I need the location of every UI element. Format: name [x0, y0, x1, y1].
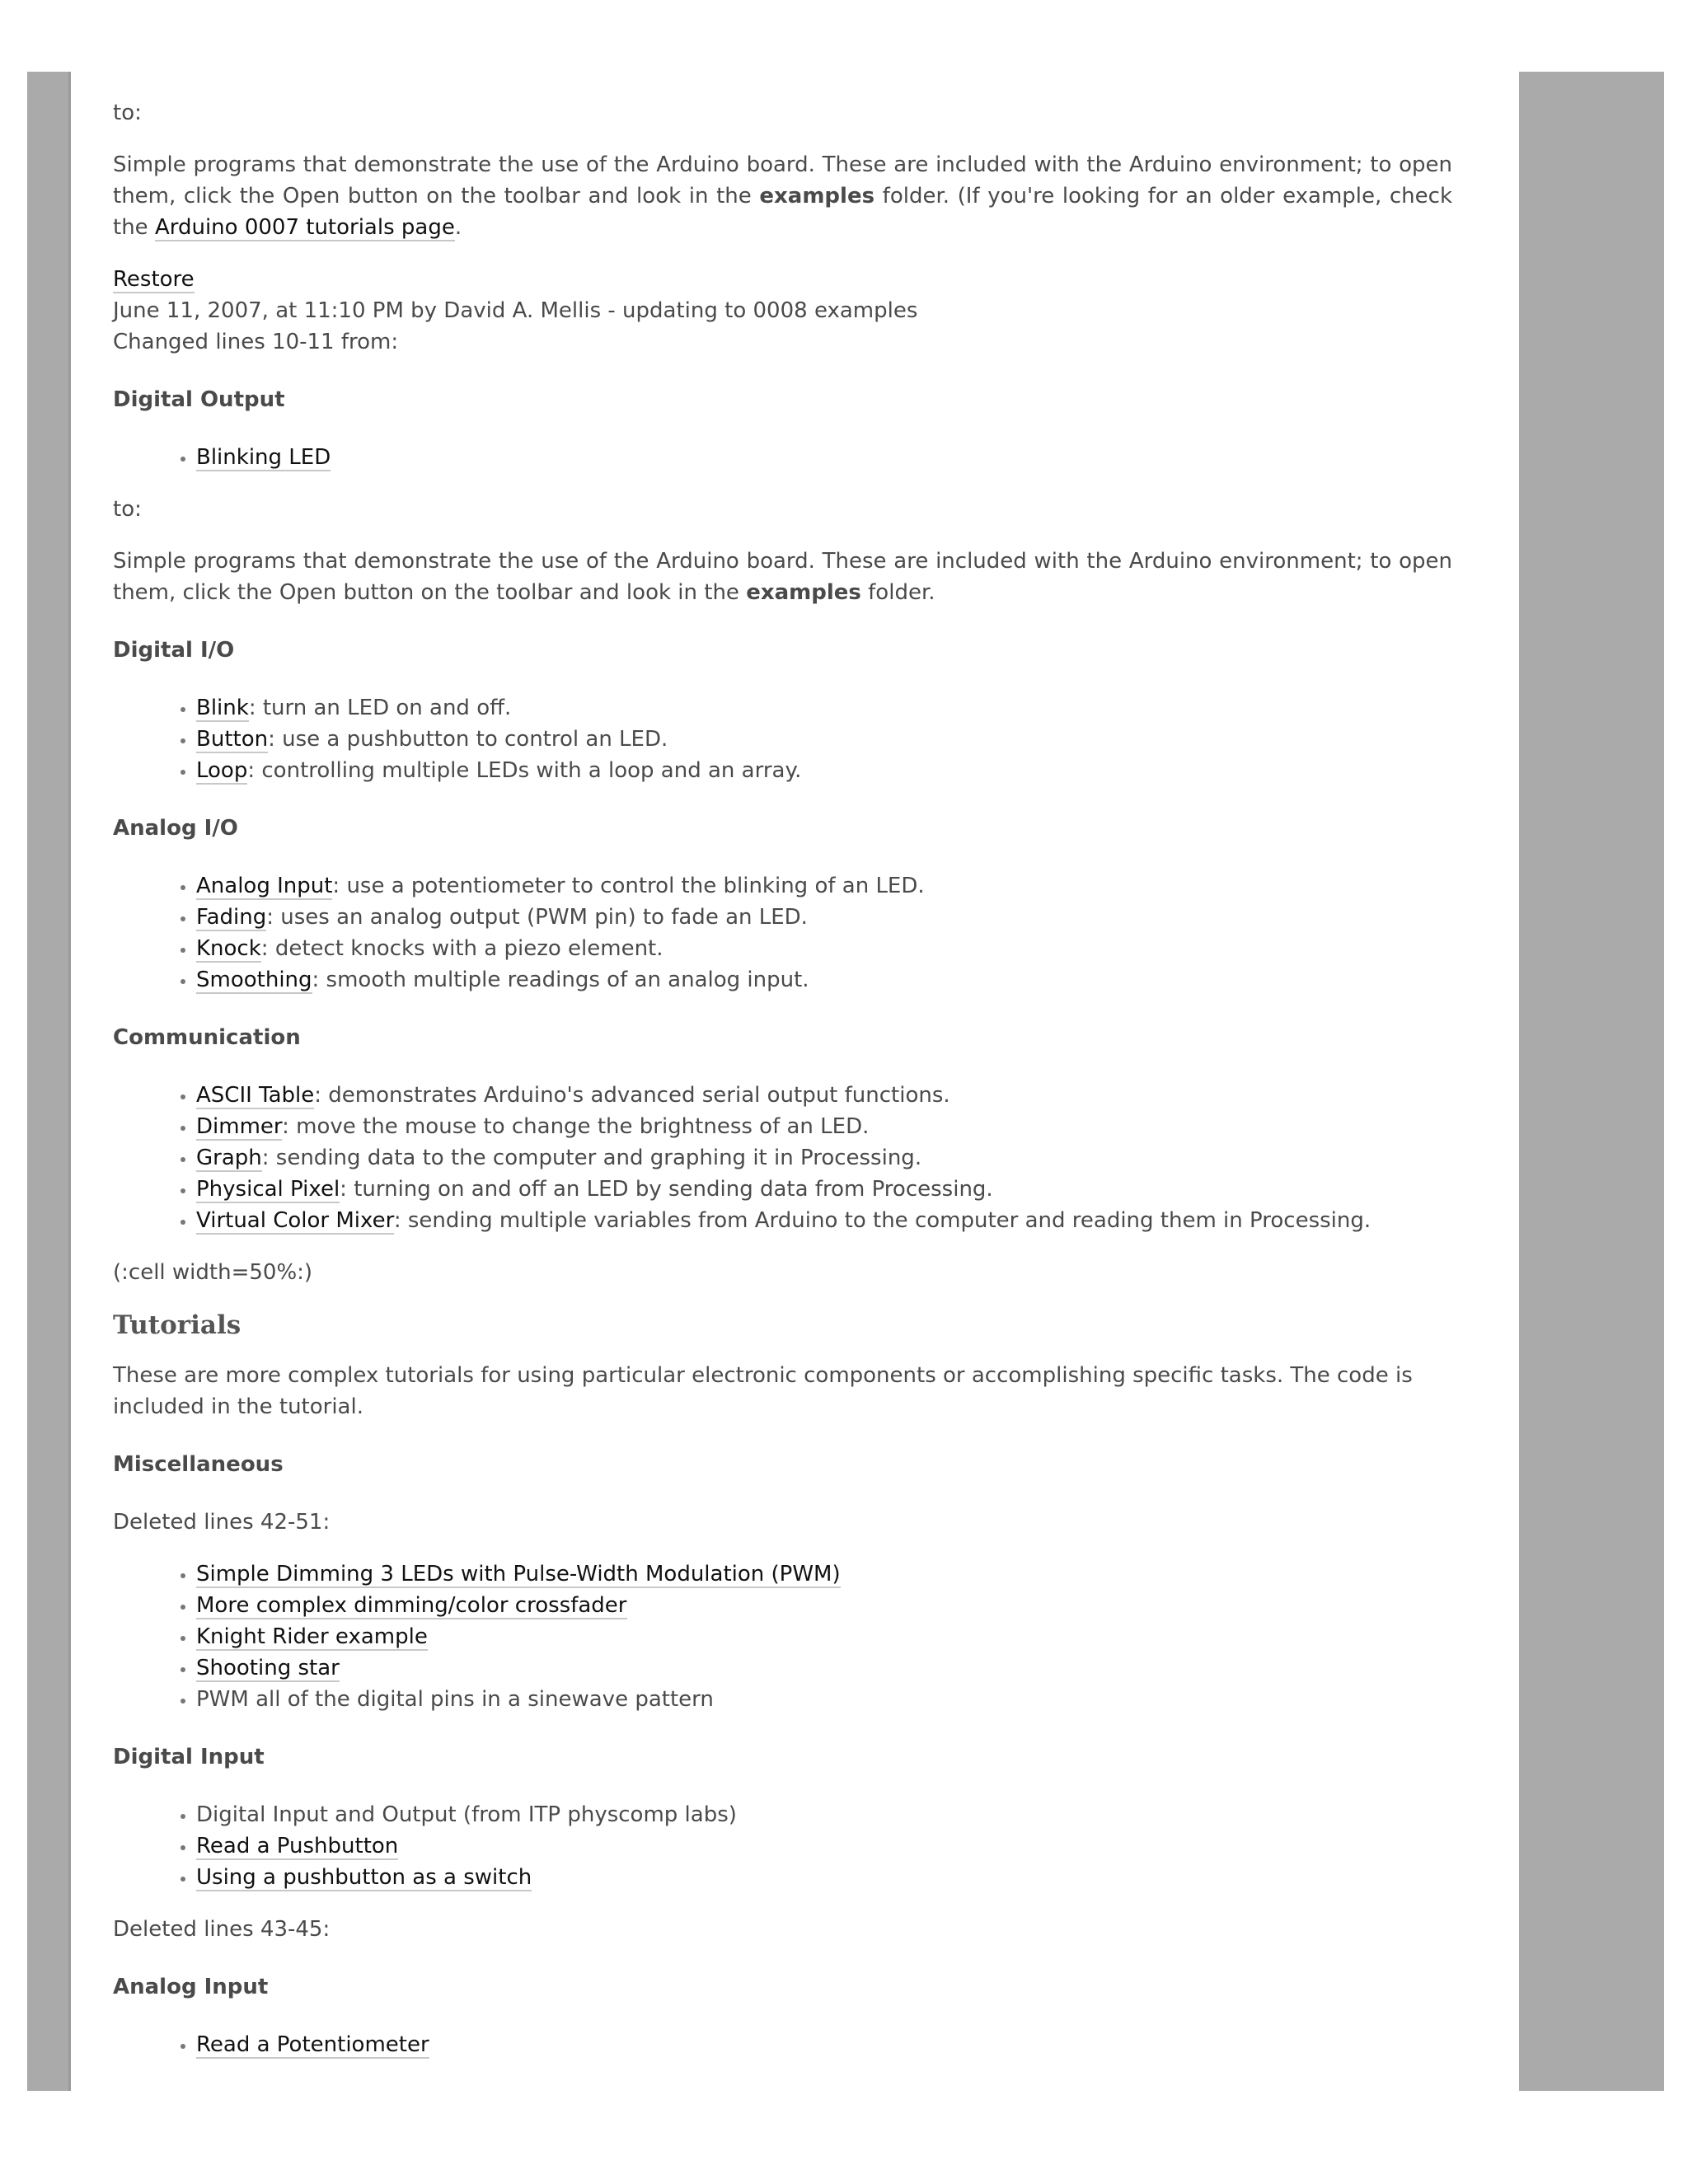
- analog-input-link[interactable]: Analog Input: [196, 874, 333, 898]
- list-item: • Knock: detect knocks with a piezo element.: [196, 933, 1452, 964]
- physical-pixel-link[interactable]: Physical Pixel: [196, 1177, 340, 1202]
- read-pushbutton-link[interactable]: Read a Pushbutton: [196, 1834, 399, 1858]
- list-item: • Graph: sending data to the computer and graphing it in Processing.: [196, 1142, 1452, 1174]
- intro-paragraph-old: Simple programs that demonstrate the use of the Arduino board. These are included with the Arduino environment; to open them, click the Open button on the toolbar and look in the examples folder.: [113, 549, 1452, 605]
- button-link[interactable]: Button: [196, 727, 269, 752]
- blink-link[interactable]: Blink: [196, 696, 249, 720]
- digital-output-list: [113, 442, 1452, 473]
- pwm-list: [113, 1558, 1452, 1715]
- deleted-lines-label: Deleted lines 43-45:: [113, 1917, 331, 1942]
- knight-rider-link[interactable]: Knight Rider example: [196, 1624, 428, 1649]
- dimmer-link[interactable]: Dimmer: [196, 1114, 283, 1139]
- revision-info: June 11, 2007, at 11:10 PM by David A. Mellis - updating to 0008 examples: [113, 298, 918, 323]
- list-item: [196, 1558, 1452, 1590]
- communication-list: [113, 1080, 1452, 1236]
- simple-dimming-link[interactable]: Simple Dimming 3 LEDs with Pulse-Width Modulation (PWM): [196, 1562, 841, 1586]
- list-item: • ASCII Table: demonstrates Arduino's advanced serial output functions.: [196, 1080, 1452, 1111]
- list-item: • Loop: controlling multiple LEDs with a loop and an array.: [196, 755, 1452, 786]
- to-label: to:: [113, 101, 142, 125]
- list-item: [196, 1652, 1452, 1684]
- ascii-table-link[interactable]: ASCII Table: [196, 1083, 315, 1108]
- list-item: • Physical Pixel: turning on and off an LED by sending data from Processing.: [196, 1174, 1452, 1205]
- list-item: • Blink: turn an LED on and off.: [196, 692, 1452, 724]
- to-label: to:: [113, 497, 142, 522]
- list-item: • Analog Input: use a potentiometer to control the blinking of an LED.: [196, 870, 1452, 902]
- list-item: [196, 1862, 1452, 1893]
- examples-bold: examples: [759, 184, 875, 209]
- intro-paragraph-new: Simple programs that demonstrate the use of the Arduino board. These are included with the Arduino environment; to open them, click the Open button on the toolbar and look in the examples folder. (If you're looking for an older example, check the Arduino 0007 tutorials page.: [113, 152, 1452, 240]
- analog-io-list: [113, 870, 1452, 996]
- knock-link[interactable]: Knock: [196, 936, 261, 961]
- analog-input-heading: Analog Input: [113, 1975, 269, 1999]
- list-item: • Digital Input and Output (from ITP physcomp labs): [196, 1799, 1452, 1830]
- digital-input-heading: Digital Input: [113, 1745, 265, 1769]
- digital-io-heading: Digital I/O: [113, 638, 235, 663]
- analog-input-list: [113, 2029, 1452, 2060]
- list-item: • Dimmer: move the mouse to change the brightness of an LED.: [196, 1111, 1452, 1142]
- deleted-lines-label: Deleted lines 42-51:: [113, 1510, 331, 1535]
- list-item: • Smoothing: smooth multiple readings of an analog input.: [196, 964, 1452, 996]
- left-sidebar-bar: [27, 72, 71, 2091]
- tutorials-intro: These are more complex tutorials for using particular electronic components or accomplishing specific tasks. The code is included in the tutorial.: [113, 1363, 1413, 1419]
- list-item: [196, 1621, 1452, 1652]
- examples-bold: examples: [746, 580, 861, 605]
- list-item: [196, 2029, 1452, 2060]
- cell-width-markup: (:cell width=50%:): [113, 1260, 313, 1285]
- digital-io-list: [113, 692, 1452, 786]
- list-item: [196, 1830, 1452, 1862]
- virtual-color-mixer-link[interactable]: Virtual Color Mixer: [196, 1208, 394, 1233]
- loop-link[interactable]: Loop: [196, 758, 248, 783]
- restore-link[interactable]: Restore: [113, 267, 195, 292]
- color-crossfader-link[interactable]: More complex dimming/color crossfader: [196, 1593, 627, 1618]
- list-item: • Virtual Color Mixer: sending multiple variables from Arduino to the computer and reading them in Processing.: [196, 1205, 1452, 1236]
- revision-change: Changed lines 10-11 from:: [113, 330, 399, 354]
- list-item: [196, 442, 1452, 473]
- read-potentiometer-link[interactable]: Read a Potentiometer: [196, 2032, 429, 2057]
- shooting-star-link[interactable]: Shooting star: [196, 1656, 340, 1680]
- graph-link[interactable]: Graph: [196, 1146, 262, 1170]
- right-sidebar-bar: [1519, 72, 1664, 2091]
- digital-input-list: [113, 1799, 1452, 1893]
- arduino-0007-tutorials-link[interactable]: Arduino 0007 tutorials page: [154, 215, 455, 240]
- list-item: [196, 1590, 1452, 1621]
- fading-link[interactable]: Fading: [196, 905, 267, 930]
- list-item: [196, 1684, 1452, 1715]
- smoothing-link[interactable]: Smoothing: [196, 968, 312, 992]
- list-item: • Button: use a pushbutton to control an LED.: [196, 724, 1452, 755]
- pwm-sinewave-text: PWM all of the digital pins in a sinewave pattern: [196, 1687, 714, 1712]
- digital-output-heading: Digital Output: [113, 387, 285, 412]
- communication-heading: Communication: [113, 1025, 301, 1050]
- pushbutton-switch-link[interactable]: Using a pushbutton as a switch: [196, 1865, 532, 1890]
- tutorials-heading: Tutorials: [113, 1310, 241, 1340]
- blinking-led-link[interactable]: Blinking LED: [196, 445, 331, 470]
- list-item: • Fading: uses an analog output (PWM pin) to fade an LED.: [196, 902, 1452, 933]
- analog-io-heading: Analog I/O: [113, 816, 238, 841]
- miscellaneous-heading: Miscellaneous: [113, 1452, 284, 1477]
- revision-entry: [113, 264, 1452, 358]
- page-content: [113, 97, 1452, 2081]
